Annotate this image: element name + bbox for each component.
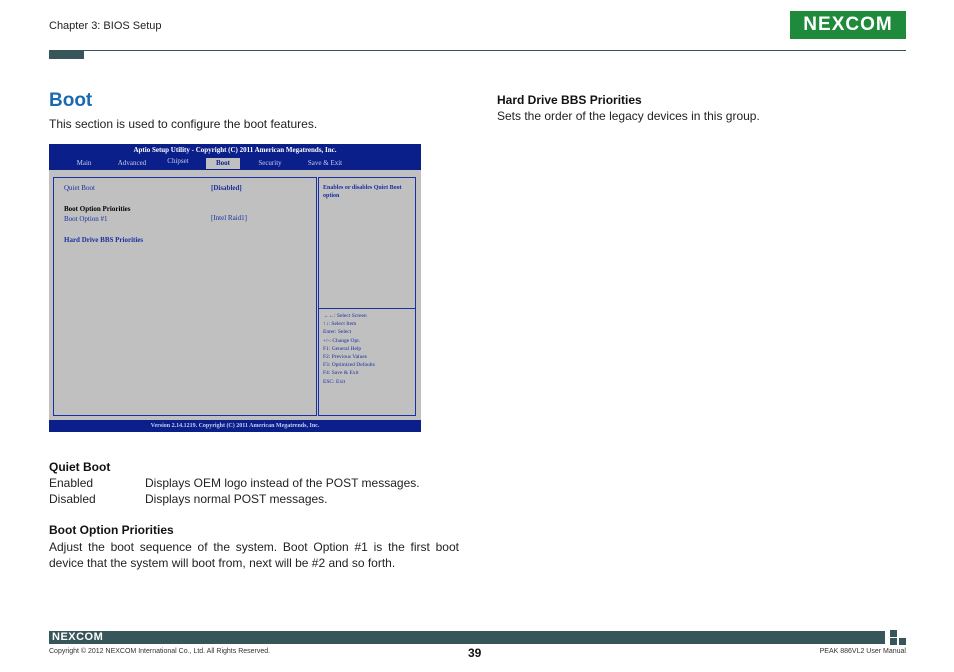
bios-tab-main[interactable]: Main [76,159,92,167]
hdd-bbs-heading: Hard Drive BBS Priorities [497,93,642,107]
nexcom-logo [790,11,906,39]
boot-option-1-value[interactable]: [Intel Raid1] [211,214,247,222]
bios-tab-bar [49,156,421,170]
boot-option-priorities-section-heading: Boot Option Priorities [49,523,174,537]
header-accent-block [49,50,84,59]
footer-square-decor [890,638,897,645]
key-hint: F3: Optimized Defaults [323,362,375,369]
key-hint: →←: Select Screen [323,313,367,319]
footer-square-decor [890,630,897,637]
section-intro: This section is used to configure the boot features. [49,117,318,131]
key-hint: +/-: Change Opt. [323,337,361,344]
logo-text: NEXCOM [803,14,893,35]
bios-keys-panel [318,308,416,416]
option-key: Disabled [49,492,96,506]
bios-tab-boot[interactable]: Boot [206,158,240,169]
boot-option-priorities-heading: Boot Option Priorities [64,205,131,213]
page-number: 39 [468,646,482,660]
boot-option-1-item[interactable]: Boot Option #1 [64,215,108,223]
key-hint: F2: Previous Values [323,354,367,361]
bios-help-panel [318,177,416,309]
key-hint: ESC: Exit [323,378,346,385]
bios-footer-bar: Version 2.14.1219. Copyright (C) 2011 American Megatrends, Inc. [49,420,421,432]
footer-bar [49,631,885,644]
hdd-bbs-description: Sets the order of the legacy devices in this group. [497,109,760,123]
copyright-text: Copyright © 2012 NEXCOM International Co., Ltd. All Rights Reserved. [49,648,271,655]
quiet-boot-heading: Quiet Boot [49,460,111,474]
bios-main-panel [53,177,317,416]
header-divider [49,50,906,51]
bios-key-list [323,312,375,386]
bios-tab-security[interactable]: Security [258,159,282,167]
key-hint: ↑↓: Select Item [323,321,357,328]
page-title: Boot [49,90,93,111]
bios-help-text: Enables or disables Quiet Boot option [323,185,402,199]
hdd-bbs-item[interactable]: Hard Drive BBS Priorities [64,236,144,244]
footer-logo: NEXCOM [52,631,104,643]
footer-square-decor [899,638,906,645]
chapter-title: Chapter 3: BIOS Setup [49,20,162,32]
bios-title-bar: Aptio Setup Utility - Copyright (C) 2011 American Megatrends, Inc. [49,144,421,156]
bios-tab-save-exit[interactable]: Save & Exit [307,159,343,167]
key-hint: F4: Save & Exit [323,370,359,377]
bios-screen [49,144,421,432]
key-hint: Enter: Select [323,329,352,336]
boot-option-priorities-description: Adjust the boot sequence of the system. Boot Option #1 is the first boot device that the system will boot from, next will be #2 and so forth. [49,540,459,570]
quiet-boot-value[interactable]: [Disabled] [211,184,242,192]
option-description: Displays OEM logo instead of the POST messages. [145,476,420,490]
option-description: Displays normal POST messages. [145,492,328,506]
option-key: Enabled [49,476,94,490]
bios-tab-chipset[interactable]: Chipset [167,157,189,165]
manual-title: PEAK 886VL2 User Manual [819,648,906,655]
key-hint: F1: General Help [323,345,362,352]
bios-tab-advanced[interactable]: Advanced [117,159,147,167]
quiet-boot-item[interactable]: Quiet Boot [64,184,95,192]
